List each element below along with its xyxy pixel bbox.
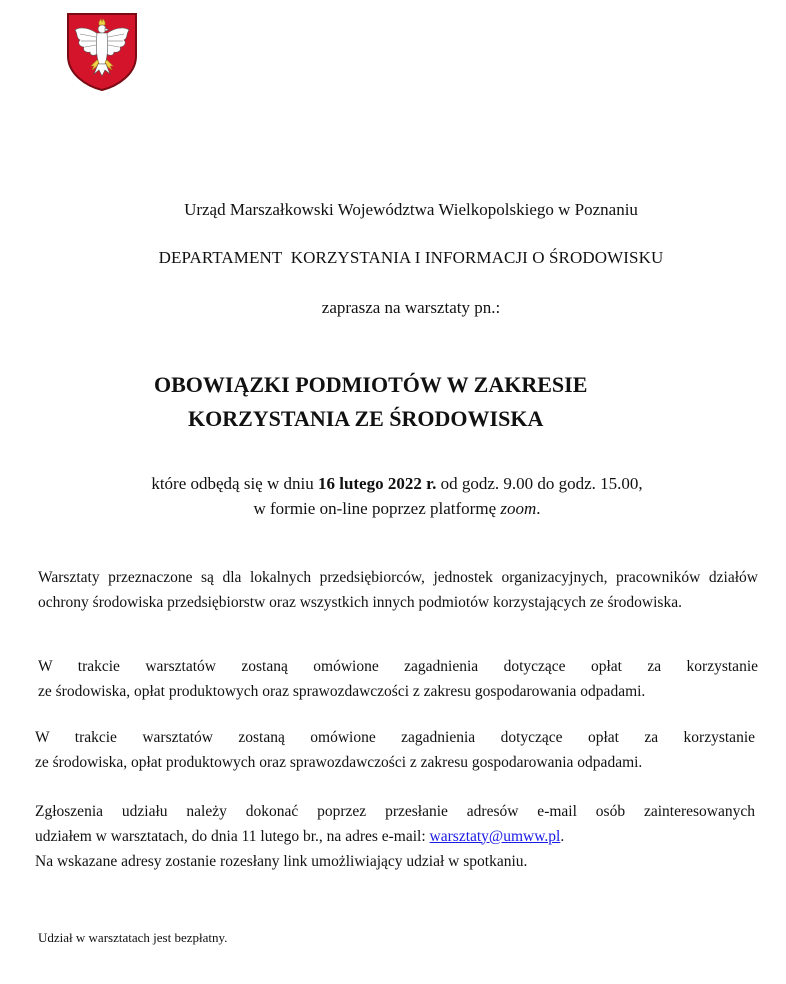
- event-form-prefix: w formie on-line poprzez platformę: [253, 499, 501, 518]
- audience-paragraph: Warsztaty przeznaczone są dla lokalnych przedsiębiorców, jednostek organizacyjnych, pracowników działów ochrony środowiska przedsiębiorstw oraz wszystkich innych podmiotów korzystających ze środowiska.: [38, 569, 758, 611]
- registration-paragraph: [35, 800, 755, 849]
- workshop-title-line1: OBOWIĄZKI PODMIOTÓW W ZAKRESIE: [154, 372, 588, 397]
- registration-line2-suffix: .: [560, 827, 565, 845]
- topics-paragraph-1-line1: W trakcie warsztatów zostaną omówione zagadnienia dotyczące opłat za korzystanie: [38, 658, 758, 675]
- workshop-title-line2: KORZYSTANIA ZE ŚRODOWISKA: [188, 406, 544, 431]
- topics-paragraph-2-line2: ze środowiska, opłat produktowych oraz sprawozdawczości z zakresu gospodarowania odpadami.: [35, 753, 643, 771]
- event-date: 16 lutego 2022 r.: [317, 474, 437, 493]
- event-date-prefix: które odbędą się w dniu: [151, 474, 318, 493]
- registration-line2-prefix: udziałem w warsztatach, do dnia 11 lutego br., na adres e-mail:: [35, 827, 430, 845]
- organization-name: Urząd Marszałkowski Województwa Wielkopolskiego w Poznaniu: [184, 200, 638, 219]
- link-info-line: Na wskazane adresy zostanie rozesłany link umożliwiający udział w spotkaniu.: [35, 853, 528, 870]
- invite-line: zaprasza na warsztaty pn.:: [321, 298, 501, 317]
- topics-paragraph-2: [35, 726, 755, 775]
- registration-line2: [35, 825, 755, 850]
- event-form-suffix: .: [536, 499, 541, 518]
- event-form-line: [4, 499, 786, 519]
- topics-paragraph-1: [38, 655, 758, 704]
- department-name: DEPARTAMENT KORZYSTANIA I INFORMACJI O ŚRODOWISKU: [158, 248, 664, 267]
- event-time: od godz. 9.00 do godz. 15.00,: [436, 474, 643, 493]
- footer-note: Udział w warsztatach jest bezpłatny.: [38, 930, 228, 945]
- wielkopolska-crest-icon: [66, 12, 138, 92]
- topics-paragraph-1-line2: ze środowiska, opłat produktowych oraz sprawozdawczości z zakresu gospodarowania odpadami.: [38, 682, 646, 700]
- registration-email-link[interactable]: warsztaty@umww.pl: [429, 827, 561, 845]
- event-platform: zoom: [500, 499, 537, 518]
- registration-line1: Zgłoszenia udziału należy dokonać poprzez przesłanie adresów e-mail osób zainteresowanych: [35, 803, 755, 820]
- event-date-line: [4, 474, 786, 494]
- topics-paragraph-2-line1: W trakcie warsztatów zostaną omówione zagadnienia dotyczące opłat za korzystanie: [35, 729, 755, 746]
